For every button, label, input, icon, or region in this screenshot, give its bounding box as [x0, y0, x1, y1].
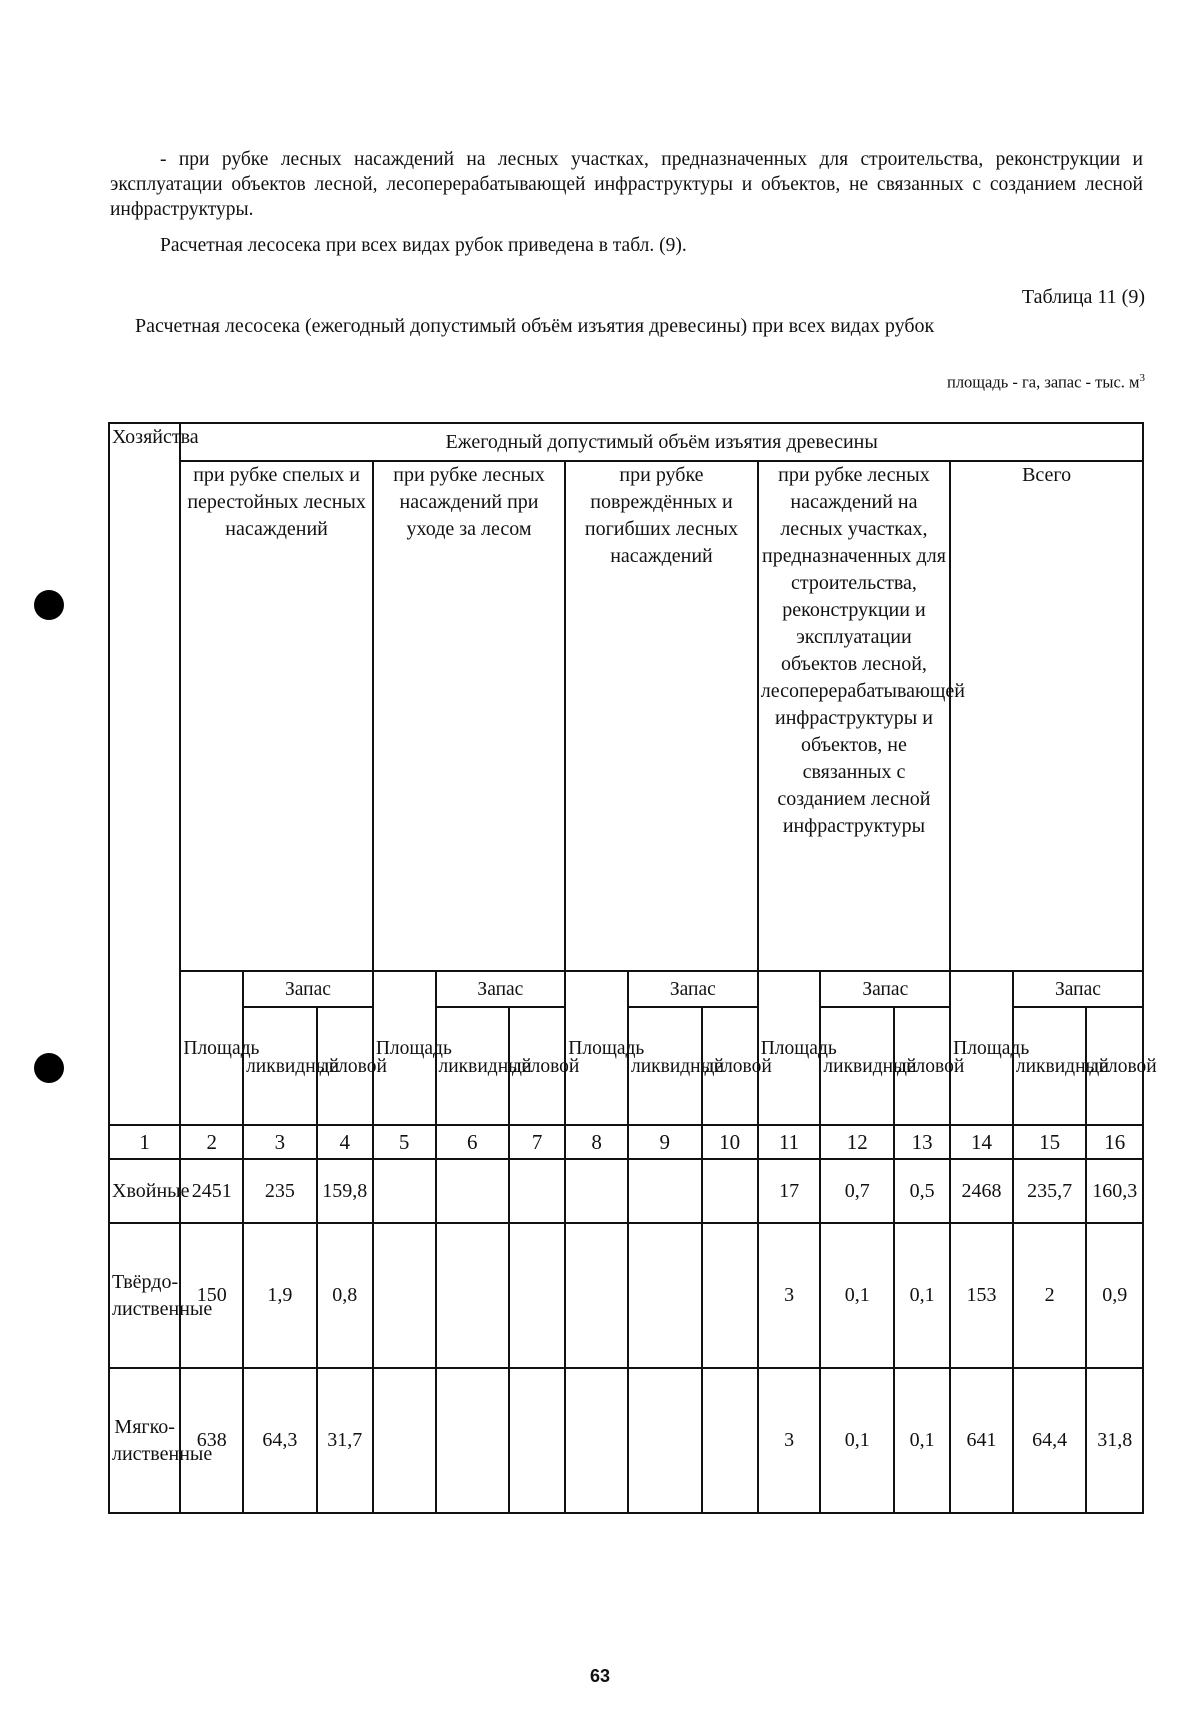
table-cell: 0,7	[820, 1159, 894, 1223]
business-stock-header: деловой	[509, 1007, 565, 1125]
table-cell	[628, 1159, 702, 1223]
liquid-stock-header: ликвидный	[628, 1007, 702, 1125]
table-cell	[373, 1223, 436, 1368]
table-cell: 3	[758, 1368, 821, 1513]
table-cell: 159,8	[317, 1159, 373, 1223]
group-header-mature: при рубке спелых и перестойных лесных насаждений	[180, 461, 372, 971]
table-cell: 0,5	[894, 1159, 950, 1223]
page-number: 63	[589, 1666, 611, 1686]
column-number: 13	[894, 1125, 950, 1159]
liquid-stock-header: ликвидный	[820, 1007, 894, 1125]
liquid-stock-header: ликвидный	[1013, 1007, 1087, 1125]
group-header-total: Всего	[950, 461, 1143, 971]
table-cell: 160,3	[1086, 1159, 1143, 1223]
table-cell	[436, 1159, 510, 1223]
column-number: 5	[373, 1125, 436, 1159]
allowable-cut-table	[108, 422, 1157, 1514]
table-cell	[373, 1368, 436, 1513]
column-number: 16	[1086, 1125, 1143, 1159]
table-cell: 638	[180, 1368, 243, 1513]
business-stock-header: деловой	[1086, 1007, 1143, 1125]
table-cell: 0,1	[894, 1368, 950, 1513]
table-cell: 1,9	[243, 1223, 317, 1368]
table-cell	[702, 1159, 758, 1223]
table-cell	[509, 1159, 565, 1223]
column-number: 1	[109, 1125, 180, 1159]
table-cell	[373, 1159, 436, 1223]
table-cell: 2	[1013, 1223, 1087, 1368]
table-cell	[436, 1368, 510, 1513]
row-label-softwood: Мягко-лиственные	[109, 1368, 180, 1513]
column-number: 6	[436, 1125, 510, 1159]
column-number: 12	[820, 1125, 894, 1159]
business-stock-header: деловой	[317, 1007, 373, 1125]
area-header: Площадь	[373, 971, 436, 1125]
table-cell	[702, 1223, 758, 1368]
row-label-hardwood: Твёрдо-лиственные	[109, 1223, 180, 1368]
column-number: 2	[180, 1125, 243, 1159]
table-cell: 31,8	[1086, 1368, 1143, 1513]
paragraph-reference: Расчетная лесосека при всех видах рубок приведена в табл. (9).	[160, 235, 687, 256]
column-number: 10	[702, 1125, 758, 1159]
table-cell: 2451	[180, 1159, 243, 1223]
group-header-damaged: при рубке повреждённых и погибших лесных насаждений	[565, 461, 757, 971]
table-cell: 0,8	[317, 1223, 373, 1368]
liquid-stock-header: ликвидный	[243, 1007, 317, 1125]
business-stock-header: деловой	[894, 1007, 950, 1125]
units-note	[947, 372, 1145, 393]
table-cell	[565, 1223, 628, 1368]
table-caption: Расчетная лесосека (ежегодный допустимый объём изъятия древесины) при всех видах рубок	[135, 315, 935, 337]
table-row	[109, 1368, 1143, 1513]
table-cell: 64,4	[1013, 1368, 1087, 1513]
column-number: 4	[317, 1125, 373, 1159]
table-cell: 0,9	[1086, 1223, 1143, 1368]
punch-hole-dot	[34, 1053, 64, 1083]
stock-header: Запас	[820, 971, 950, 1007]
stock-header: Запас	[1013, 971, 1143, 1007]
table-cell: 64,3	[243, 1368, 317, 1513]
area-header: Площадь	[180, 971, 243, 1125]
table-row	[109, 1159, 1143, 1223]
stock-header: Запас	[436, 971, 566, 1007]
table-cell	[628, 1368, 702, 1513]
column-number: 3	[243, 1125, 317, 1159]
table-cell	[436, 1223, 510, 1368]
table-cell: 153	[950, 1223, 1013, 1368]
table-row	[109, 1223, 1143, 1368]
table-cell	[509, 1368, 565, 1513]
table-cell	[628, 1223, 702, 1368]
table-cell: 0,1	[820, 1368, 894, 1513]
area-header: Площадь	[758, 971, 821, 1125]
punch-hole-dot	[34, 590, 64, 620]
col-header-farms: Хозяйства	[109, 423, 180, 1125]
stock-header: Запас	[243, 971, 373, 1007]
table-cell: 31,7	[317, 1368, 373, 1513]
table-cell: 0,1	[820, 1223, 894, 1368]
column-number: 14	[950, 1125, 1013, 1159]
units-text: площадь - га, запас - тыс. м	[946, 372, 1140, 392]
column-number: 11	[758, 1125, 821, 1159]
column-number: 7	[509, 1125, 565, 1159]
table-cell	[702, 1368, 758, 1513]
table-cell: 0,1	[894, 1223, 950, 1368]
table-cell: 17	[758, 1159, 821, 1223]
table-number: Таблица 11 (9)	[1021, 286, 1145, 308]
column-number-row	[109, 1125, 1143, 1159]
table-cell: 641	[950, 1368, 1013, 1513]
row-label-coniferous: Хвойные	[109, 1159, 180, 1223]
table-cell: 150	[180, 1223, 243, 1368]
table-cell: 235	[243, 1159, 317, 1223]
header-allowable-volume: Ежегодный допустимый объём изъятия древесины	[180, 423, 1143, 461]
table-cell: 3	[758, 1223, 821, 1368]
table-cell	[509, 1223, 565, 1368]
liquid-stock-header: ликвидный	[436, 1007, 510, 1125]
table-cell	[565, 1159, 628, 1223]
table-cell	[565, 1368, 628, 1513]
table-cell: 2468	[950, 1159, 1013, 1223]
column-number: 8	[565, 1125, 628, 1159]
group-header-thinning: при рубке лесных насаждений при уходе за лесом	[373, 461, 565, 971]
business-stock-header: деловой	[702, 1007, 758, 1125]
area-header: Площадь	[565, 971, 628, 1125]
group-header-construction: при рубке лесных насаждений на лесных участках, предназначенных для строительства, реконструкции и эксплуатации объектов лесной, лесоперерабатывающей инфраструктуры и объектов, не связанных с созданием лесной инфраструктуры	[758, 461, 950, 971]
table-cell: 235,7	[1013, 1159, 1087, 1223]
stock-header: Запас	[628, 971, 758, 1007]
column-number: 15	[1013, 1125, 1087, 1159]
units-superscript: 3	[1139, 372, 1145, 384]
paragraph-construction-felling: - при рубке лесных насаждений на лесных участках, предназначенных для строительства, реконструкции и эксплуатации объектов лесной, лесоперерабатывающей инфраструктуры и объектов, не связанных с созданием лесной инфраструктуры.	[110, 149, 1143, 220]
column-number: 9	[628, 1125, 702, 1159]
area-header: Площадь	[950, 971, 1013, 1125]
